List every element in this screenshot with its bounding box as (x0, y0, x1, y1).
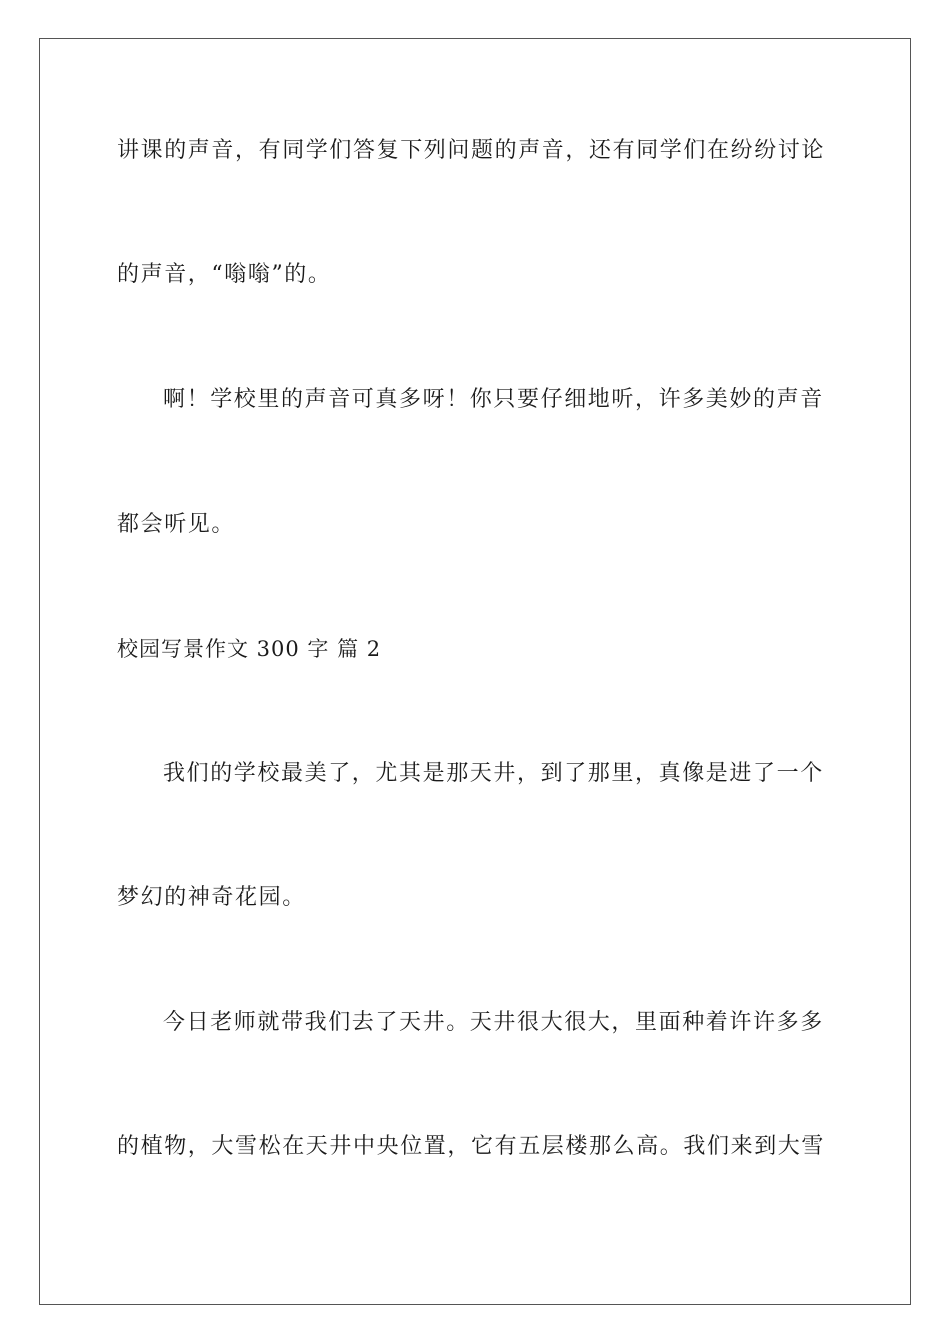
page-border (39, 38, 911, 1305)
paragraph-line-4: 都会听见。 (117, 512, 236, 537)
section-heading: 校园写景作文 300 字 篇 2 (117, 637, 382, 661)
paragraph-line-6: 梦幻的神奇花园。 (117, 885, 306, 910)
paragraph-line-5: 我们的学校最美了，尤其是那天井，到了那里，真像是进了一个 (163, 761, 824, 786)
paragraph-line-2: 的声音，“嗡嗡”的。 (117, 262, 332, 287)
paragraph-line-3: 啊！学校里的声音可真多呀！你只要仔细地听，许多美妙的声音 (163, 387, 824, 412)
paragraph-line-1: 讲课的声音，有同学们答复下列问题的声音，还有同学们在纷纷讨论 (117, 138, 826, 163)
paragraph-line-8: 的植物，大雪松在天井中央位置，它有五层楼那么高。我们来到大雪 (117, 1134, 826, 1159)
paragraph-line-7: 今日老师就带我们去了天井。天井很大很大，里面种着许许多多 (163, 1010, 824, 1035)
